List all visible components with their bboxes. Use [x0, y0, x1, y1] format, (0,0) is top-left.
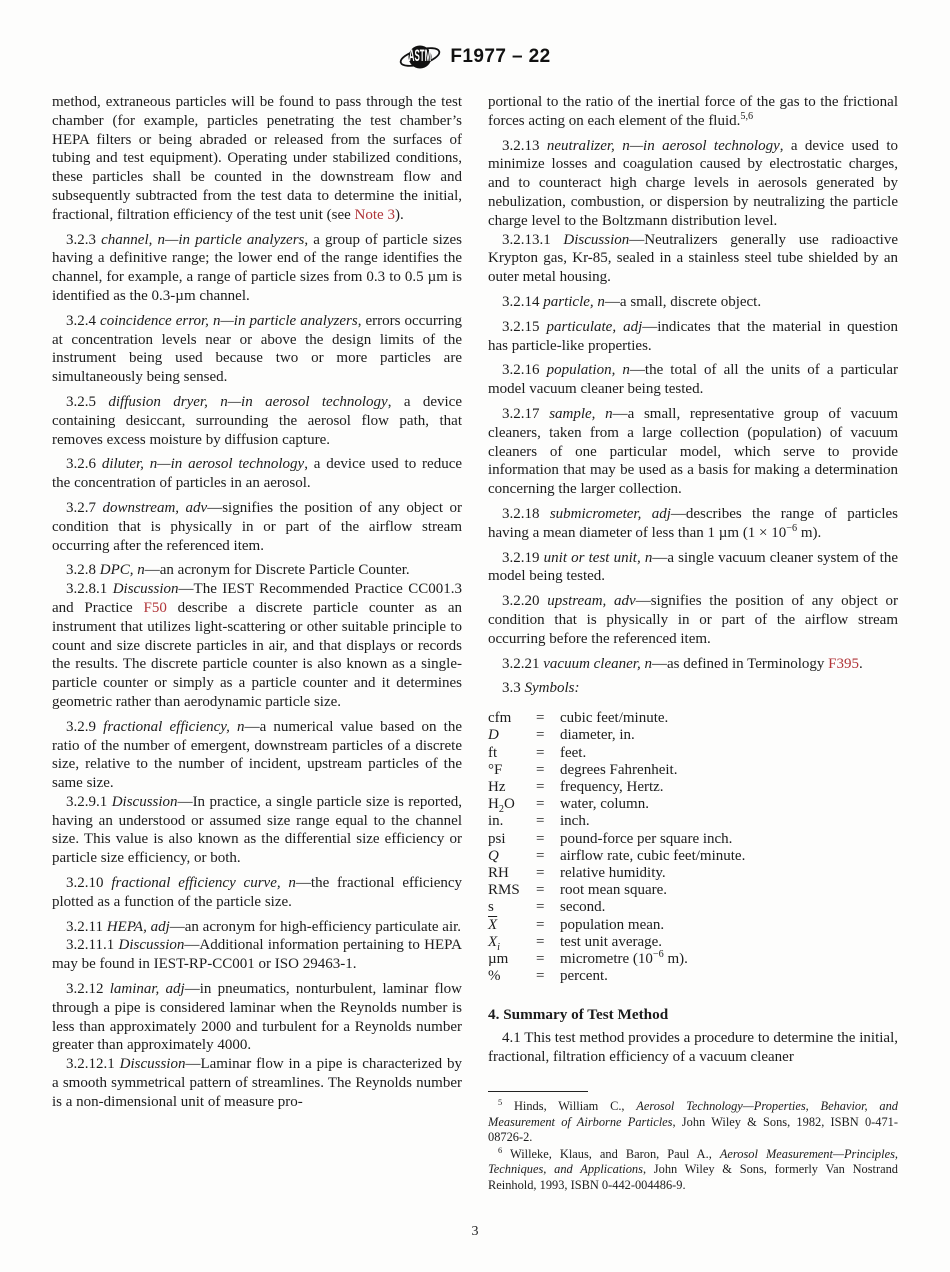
paragraph: 3.2.8 DPC, n—an acronym for Discrete Particle Counter. [66, 562, 410, 579]
doc-link[interactable]: F50 [143, 599, 167, 616]
paragraph: 3.2.6 diluter, n—in aerosol technology, a device used to reduce the concentration of particles in an aerosol. [52, 456, 463, 492]
symbol-equals: = [536, 847, 545, 864]
left-column [52, 93, 462, 1194]
symbol-key: D [488, 727, 499, 744]
symbol-equals: = [536, 864, 545, 881]
paragraph: 3.2.12.1 Discussion—Laminar flow in a pipe is characterized by a smooth symmetrical pattern of streamlines. The Reynolds number is a non-dimensional unit of measure pro- [52, 1056, 463, 1110]
paragraph: 3.2.21 vacuum cleaner, n—as defined in Terminology F395. [502, 655, 863, 672]
document-number: F1977 – 22 [450, 46, 551, 67]
paragraph: 3.2.3 channel, n—in particle analyzers, a group of particle sizes having a definitive range; the lower end of the range identifies the channel, for example, a range of particle sizes from 0.3 to 0.5 µm is identified as the 0.3-µm channel. [52, 231, 463, 304]
symbol-row [488, 848, 898, 865]
symbol-equals: = [536, 727, 545, 744]
paragraph: 3.2.8.1 Discussion—The IEST Recommended Practice CC001.3 and Practice F50 describe a discrete particle counter as an instrument that utilizes light-scattering or other suitable principle to count and size discrete particles in air, and that displays or records the results. The discrete particle counter is also known as a single-particle counter or simply as a particle counter and it determines geometric rather than aerodynamic particle size. [52, 581, 463, 710]
symbol-equals: = [536, 830, 545, 847]
paragraph: 3.2.15 particulate, adj—indicates that the material in question has particle-like properties. [488, 318, 898, 354]
footnote: $^5$ Hinds, William C., Aerosol Technology—Properties, Behavior, and Measurement of Airborne Particles, John Wiley & Sons, 1982, ISBN 0-471-08726-2. [488, 1096, 898, 1145]
symbol-row [488, 745, 898, 762]
symbol-key: $X_i$ [488, 933, 501, 953]
symbol-row [488, 779, 898, 796]
symbol-definition: root mean square. [560, 882, 668, 899]
symbol-equals: = [536, 744, 545, 761]
symbol-key: % [488, 968, 501, 985]
paragraph: 3.2.11.1 Discussion—Additional information pertaining to HEPA may be found in IEST-RP-CC001 or ISO 29463-1. [52, 937, 462, 973]
paragraph: 3.2.4 coincidence error, n—in particle analyzers, errors occurring at concentration levels near or above the design limits of the instrument being used because two or more particles are simultaneously being sensed. [52, 312, 462, 386]
paragraph: 3.2.11 HEPA, adj—an acronym for high-efficiency particulate air. [66, 918, 462, 935]
symbol-row [488, 899, 898, 916]
symbol-equals: = [536, 778, 545, 795]
symbol-row [488, 831, 898, 848]
symbol-row [488, 882, 898, 899]
symbol-definition: airflow rate, cubic feet/minute. [560, 847, 746, 864]
symbol-row [488, 948, 898, 968]
doc-link[interactable]: Note 3 [354, 206, 395, 223]
paragraph: method, extraneous particles will be found to pass through the test chamber (for example, particles penetrating the test chamber’s HEPA filters or being abraded or released from the surfaces of tubing and test equipment). Operating under stabilized conditions, these particles shall be counted in the downstream flow and subsequently subtracted from the test data to determine the initial, fractional, filtration efficiency of the test unit (see Note 3). [52, 94, 462, 223]
symbol-row [488, 762, 898, 779]
paragraph: 3.2.14 particle, n—a small, discrete object. [502, 293, 762, 310]
astm-logo [399, 42, 441, 72]
paragraph: 3.2.9 fractional efficiency, n—a numerical value based on the ratio of the number of emergent, downstream particles of a discrete size, relative to the number of incident, upstream particles of the same size. [52, 718, 463, 792]
symbol-row [488, 710, 898, 727]
astm-logo-text: ASTM [409, 45, 432, 66]
paragraph: 3.3 Symbols: [502, 680, 580, 697]
symbol-key: µm [488, 950, 509, 967]
symbol-equals: = [536, 899, 545, 916]
symbol-definition: diameter, in. [560, 727, 635, 744]
symbol-definition: pound-force per square inch. [560, 830, 733, 847]
symbol-definition: frequency, Hertz. [560, 778, 664, 795]
symbol-key: Hz [488, 778, 506, 795]
symbol-row [488, 968, 898, 985]
footnote: $^6$ Willeke, Klaus, and Baron, Paul A., Aerosol Measurement—Principles, Techniques, and Applications, John Wiley & Sons, formerly Van Nostrand Reinhold, 1993, ISBN 0-442-004486-9. [488, 1144, 899, 1192]
symbol-definition: cubic feet/minute. [560, 710, 669, 727]
paragraph: 3.2.7 downstream, adv—signifies the position of any object or condition that is physically in or part of the airflow stream occurring after the referenced item. [52, 499, 462, 554]
paragraph: 3.2.12 laminar, adj—in pneumatics, nonturbulent, laminar flow through a pipe is considered laminar when the Reynolds number is less than approximately 2000 and turbulent for a Reynolds number greater than approximately 4000. [52, 981, 463, 1054]
symbol-equals: = [536, 761, 545, 778]
symbol-definition: relative humidity. [560, 864, 666, 881]
symbol-key: $\overline{X}$ [488, 916, 498, 933]
symbol-row [488, 865, 898, 882]
right-column-paragraphs [488, 93, 898, 698]
symbol-equals: = [536, 916, 545, 933]
paragraph: 3.2.5 diffusion dryer, n—in aerosol technology, a device containing desiccant, surrounding the aerosol flow path, that removes excess moisture by diffusion capture. [52, 393, 462, 448]
footnotes-block [488, 1091, 898, 1194]
paragraph: 3.2.13.1 Discussion—Neutralizers generally use radioactive Krypton gas, Kr-85, sealed in a stainless steel tube shielded by an outer metal housing. [488, 231, 898, 286]
symbol-definition: test unit average. [560, 933, 663, 950]
symbol-key: cfm [488, 710, 512, 727]
symbol-key: ft [488, 744, 498, 761]
symbol-definition: second. [560, 899, 606, 916]
paragraph: 3.2.16 population, n—the total of all the units of a particular model vacuum cleaner being tested. [488, 362, 899, 398]
symbol-equals: = [536, 710, 545, 727]
page-number: 3 [471, 1224, 479, 1239]
symbol-definition: water, column. [560, 796, 649, 813]
paragraph: 3.2.9.1 Discussion—In practice, a single particle size is reported, having an understood or assumed size range equal to the channel size. This value is also known as the differential size efficiency or particle size efficiency, or both. [52, 793, 463, 867]
symbol-equals: = [536, 796, 545, 813]
footnote-rule [488, 1091, 588, 1092]
symbol-key: $H_2O$ [488, 796, 515, 816]
symbol-row [488, 813, 898, 830]
symbol-key: s [488, 899, 494, 916]
paragraph: 3.2.20 upstream, adv—signifies the position of any object or condition that is physically in or part of the airflow stream occurring before the referenced item. [488, 593, 899, 647]
symbol-equals: = [536, 813, 545, 830]
symbols-list [488, 710, 898, 985]
paragraph: portional to the ratio of the inertial force of the gas to the frictional forces acting on each element of the fluid.$^{5,6}$ [488, 94, 898, 129]
symbol-equals: = [536, 882, 545, 899]
symbol-row [488, 796, 898, 816]
symbol-definition: inch. [560, 813, 590, 830]
paragraph: 3.2.10 fractional efficiency curve, n—the fractional efficiency plotted as a function of the particle size. [52, 875, 463, 910]
symbol-key: °F [488, 761, 503, 778]
symbol-definition: percent. [560, 968, 608, 985]
symbol-key: RH [488, 864, 509, 881]
symbol-key: RMS [488, 882, 520, 899]
paragraph: 3.2.13 neutralizer, n—in aerosol technology, a device used to minimize losses and coagulation caused by electrostatic charges, and to counteract high charge levels in aerosols generated by nebulization, combustion, or dispersion by neutralizing the particle charge level to the Boltzmann distribution level. [488, 137, 898, 229]
symbol-row [488, 934, 898, 951]
symbol-row [488, 917, 898, 934]
section-4-heading: 4. Summary of Test Method [488, 1006, 669, 1024]
symbol-equals: = [536, 950, 545, 967]
footnote-items [488, 1096, 899, 1194]
page-header [0, 42, 950, 72]
doc-link[interactable]: F395 [828, 655, 859, 672]
symbol-definition: degrees Fahrenheit. [560, 761, 678, 778]
left-column-paragraphs [52, 93, 462, 1112]
symbol-key: Q [488, 847, 499, 864]
symbol-key: psi [488, 830, 506, 847]
symbol-definition: feet. [560, 744, 587, 761]
symbol-equals: = [536, 968, 545, 985]
paragraph: 3.2.18 submicrometer, adj—describes the range of particles having a mean diameter of less than 1 µm ($1 \times 10^{-6}$ m). [488, 505, 898, 541]
section-4-body [488, 1029, 898, 1067]
paragraph: 4.1 This test method provides a procedure to determine the initial, fractional, filtration efficiency of a vacuum cleaner [488, 1030, 898, 1066]
symbol-key: in. [488, 813, 504, 830]
paragraph: 3.2.19 unit or test unit, n—a single vacuum cleaner system of the model being tested. [488, 549, 898, 585]
symbol-definition: population mean. [560, 916, 665, 933]
symbol-definition: micrometre ($10^{-6}$ m). [560, 948, 688, 967]
symbol-row [488, 727, 898, 744]
right-column [488, 93, 898, 1194]
paragraph: 3.2.17 sample, n—a small, representative group of vacuum cleaners, taken from a large collection (population) of vacuum cleaners of one particular model, which serve to provide information that may be used as a basis for making a determination concerning the larger collection. [488, 405, 899, 498]
symbol-equals: = [536, 933, 545, 950]
two-column-body [52, 93, 898, 1194]
